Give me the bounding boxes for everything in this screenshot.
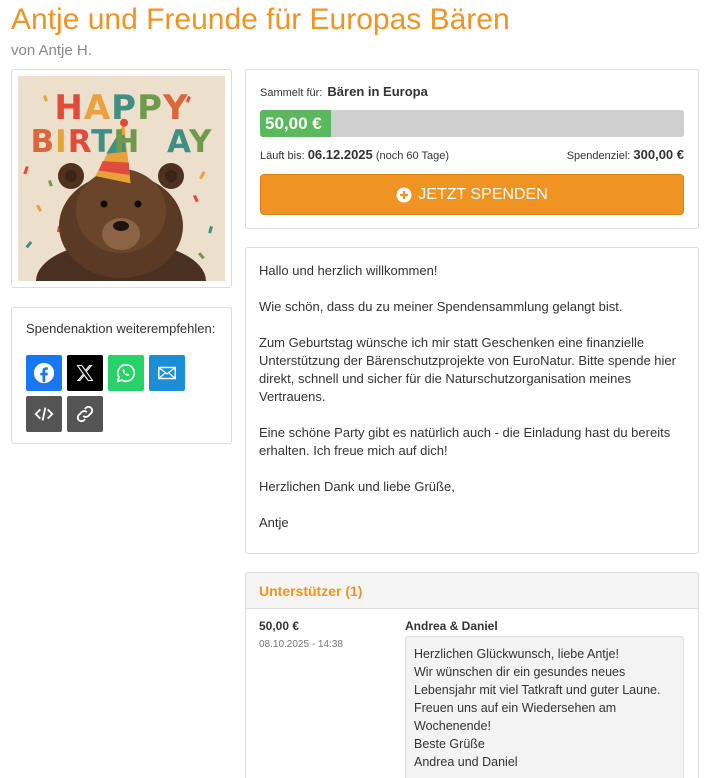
donation-panel xyxy=(245,69,699,229)
supporter-amount: 50,00 € xyxy=(259,619,300,633)
supporter-date: 08.10.2025 - 14:38 xyxy=(259,639,343,650)
plus-circle-icon xyxy=(396,187,412,203)
supporter-message-line: Herzlichen Glückwunsch, liebe Antje! xyxy=(414,647,619,661)
supporter-message-line: Andrea und Daniel xyxy=(414,755,518,769)
runtime-info xyxy=(260,147,449,162)
description-paragraph: Antje xyxy=(259,515,289,530)
goal-amount: 300,00 € xyxy=(633,147,684,162)
share-buttons xyxy=(26,355,196,432)
share-panel xyxy=(11,307,232,444)
code-icon xyxy=(33,403,55,425)
supporter-message-line: Wir wünschen dir ein gesundes neues xyxy=(414,665,626,679)
link-icon xyxy=(74,403,96,425)
runtime-label: Läuft bis: xyxy=(260,150,305,162)
share-embed-button[interactable] xyxy=(26,396,62,432)
share-link-button[interactable] xyxy=(67,396,103,432)
remaining-days: (noch 60 Tage) xyxy=(375,150,450,162)
supporter-message xyxy=(405,636,684,778)
supporter-message-line: Beste Grüße xyxy=(414,737,485,751)
description-paragraph: Zum Geburtstag wünsche ich mir statt Geschenken eine finanzielle Unterstützung der Bärenschutzprojekte von EuroNatur. Bitte spende hier direkt, schnell und sicher für die Naturschutzorganisation meines Vertrauens. xyxy=(259,335,676,404)
donation-progress-bar xyxy=(260,110,684,137)
page-byline: von Antje H. xyxy=(11,42,92,59)
donate-now-button[interactable] xyxy=(260,174,684,215)
share-facebook-button[interactable] xyxy=(26,355,62,391)
goal-label: Spendenziel: xyxy=(566,150,631,162)
goal-info xyxy=(567,147,684,162)
image-text-birthday: BIRTHDAY xyxy=(30,124,213,160)
donate-now-label: JETZT SPENDEN xyxy=(418,185,548,203)
description-panel xyxy=(245,247,699,554)
mail-icon xyxy=(156,362,178,384)
supporter-entry xyxy=(246,609,698,778)
description-paragraph: Wie schön, dass du zu meiner Spendensammlung gelangt bist. xyxy=(259,299,623,314)
supporters-header: Unterstützer (1) xyxy=(246,573,698,609)
share-x-button[interactable] xyxy=(67,355,103,391)
share-whatsapp-button[interactable] xyxy=(108,355,144,391)
supporters-panel xyxy=(245,572,699,778)
description-paragraph: Hallo und herzlich willkommen! xyxy=(259,263,438,278)
campaign-image xyxy=(18,76,225,281)
collect-label: Sammelt für: xyxy=(260,87,323,99)
description-paragraph: Eine schöne Party gibt es natürlich auch - die Einladung hast du bereits erhalten. Ich freue mich auf dich! xyxy=(259,425,671,458)
collect-info xyxy=(260,84,428,99)
supporter-message-line: Wochenende! xyxy=(414,719,491,733)
description-paragraph: Herzlichen Dank und liebe Grüße, xyxy=(259,479,455,494)
x-icon xyxy=(75,363,95,383)
collect-target: Bären in Europa xyxy=(327,84,428,99)
image-text-happy: HAPPY xyxy=(54,88,189,128)
facebook-icon xyxy=(33,362,55,384)
whatsapp-icon xyxy=(115,362,137,384)
end-date: 06.12.2025 xyxy=(307,147,373,162)
supporter-name: Andrea & Daniel xyxy=(405,619,498,633)
supporter-message-line: Lebensjahr mit viel Tatkraft und guter Laune. xyxy=(414,683,661,697)
campaign-image-panel xyxy=(11,69,232,288)
supporter-message-line: Freuen uns auf ein Wiedersehen am xyxy=(414,701,617,715)
share-email-button[interactable] xyxy=(149,355,185,391)
page-title: Antje und Freunde für Europas Bären xyxy=(11,3,510,36)
donation-meta xyxy=(260,147,684,162)
donation-progress-fill: 50,00 € xyxy=(260,110,331,137)
share-title: Spendenaktion weiterempfehlen: xyxy=(26,321,216,336)
